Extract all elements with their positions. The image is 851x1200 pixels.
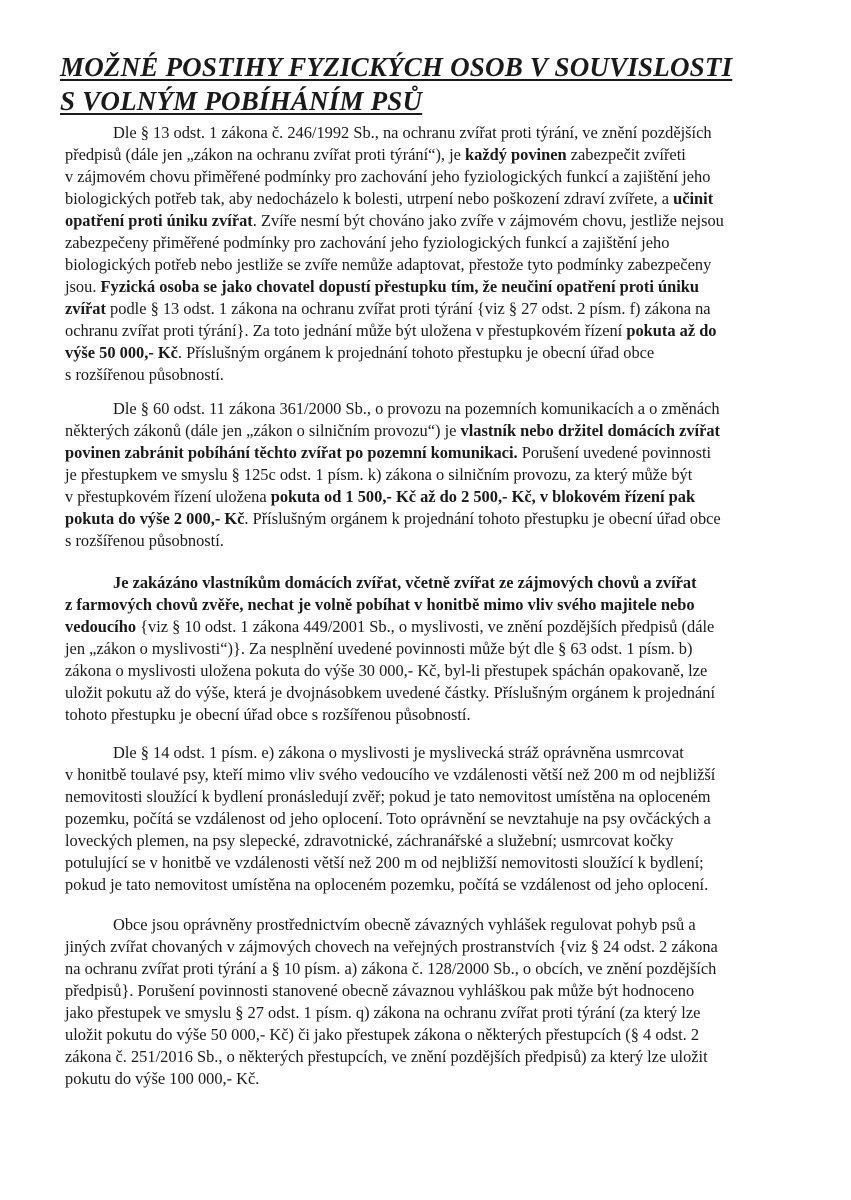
text-line: pokud je tato nemovitost umístěna na oploceném pozemku, počítá se vzdálenost od jeho oplocení. <box>65 875 709 894</box>
text-line: z farmových chovů zvěře, nechat je volně pobíhat v honitbě mimo vliv svého majitele nebo <box>65 595 695 614</box>
text-line: vedoucího {viz § 10 odst. 1 zákona 449/2001 Sb., o myslivosti, ve znění pozdějších předpisů (dále <box>65 617 715 636</box>
paragraph-hunting-ground <box>65 572 795 726</box>
text-line: tohoto přestupku je obecní úřad obce s rozšířenou působností. <box>65 705 471 724</box>
text-line: uložit pokutu až do výše, která je dvojnásobkem uvedené částky. Příslušným orgánem k projednání <box>65 683 716 702</box>
text-line: výše 50 000,- Kč. Příslušným orgánem k projednání tohoto přestupku je obecní úřad obce <box>65 343 655 362</box>
text-line: opatření proti úniku zvířat. Zvíře nesmí být chováno jako zvíře v zájmovém chovu, jestliže nejsou <box>65 211 724 230</box>
text-line: Je zakázáno vlastníkům domácích zvířat, včetně zvířat ze zájmových chovů a zvířat <box>113 573 697 592</box>
text-line: v přestupkovém řízení uložena pokuta od 1 500,- Kč až do 2 500,- Kč, v blokovém řízení pak <box>65 487 696 506</box>
text-line: biologických potřeb nebo jestliže se zvíře nemůže adaptovat, přestože tyto podmínky zabezpečeny <box>65 255 712 274</box>
text-line: jako přestupek ve smyslu § 27 odst. 1 písm. q) zákona na ochranu zvířat proti týrání (za který lze <box>65 1003 701 1022</box>
text-line: uložit pokutu do výše 50 000,- Kč) či jako přestupek zákona o některých přestupcích (§ 4 odst. 2 <box>65 1025 700 1044</box>
text-line: jiných zvířat chovaných v zájmových chovech na veřejných prostranstvích {viz § 24 odst. 2 zákona <box>65 937 718 956</box>
paragraph-road-traffic <box>65 398 795 552</box>
text-line: pokuta do výše 2 000,- Kč. Příslušným orgánem k projednání tohoto přestupku je obecní úřad obce <box>65 509 721 528</box>
text-line: pokutu do výše 100 000,- Kč. <box>65 1069 260 1088</box>
text-line: loveckých plemen, na psy slepecké, zdravotnické, záchranářské a služební; usmrcovat kočky <box>65 831 674 850</box>
title-line-2: S VOLNÝM POBÍHÁNÍM PSŮ <box>60 86 423 116</box>
text-line: s rozšířenou působností. <box>65 365 224 384</box>
text-line: zabezpečeny přiměřené podmínky pro zachování jeho fyziologických funkcí a zajištění jeho <box>65 233 670 252</box>
text-line: předpisů (dále jen „zákon na ochranu zvířat proti týrání“), je každý povinen zabezpečit zvířeti <box>65 145 686 164</box>
text-line: předpisů}. Porušení povinnosti stanovené obecně závaznou vyhláškou pak může být hodnoceno <box>65 981 695 1000</box>
text-line: pozemku, počítá se vzdálenost od jeho oplocení. Toto oprávnění se nevztahuje na psy ovčáckých a <box>65 809 711 828</box>
text-line: v honitbě toulavé psy, kteří mimo vliv svého vedoucího ve vzdálenosti větší než 200 m od nejbližší <box>65 765 716 784</box>
document-title <box>60 50 800 118</box>
text-line: zákona o myslivosti uložena pokuta do výše 30 000,- Kč, byl-li přestupek spáchán opakovaně, lze <box>65 661 708 680</box>
text-line: v zájmovém chovu přiměřené podmínky pro zachování jeho fyziologických funkcí a zajištění jeho <box>65 167 711 186</box>
text-line: zákona č. 251/2016 Sb., o některých přestupcích, ve znění pozdějších předpisů) za který lze uložit <box>65 1047 708 1066</box>
text-line: jsou. Fyzická osoba se jako chovatel dopustí přestupku tím, že neučiní opatření proti úniku <box>65 277 700 296</box>
text-line: biologických potřeb tak, aby nedocházelo k bolesti, utrpení nebo poškození zdraví zvířete, a učinit <box>65 189 714 208</box>
text-line: potulující se v honitbě ve vzdálenosti větší než 200 m od nejbližší nemovitosti sloužící k bydlení; <box>65 853 704 872</box>
text-line: Obce jsou oprávněny prostřednictvím obecně závazných vyhlášek regulovat pohyb psů a <box>113 915 696 934</box>
title-line-1: MOŽNÉ POSTIHY FYZICKÝCH OSOB V SOUVISLOSTI <box>60 52 733 82</box>
text-line: některých zákonů (dále jen „zákon o silničním provozu“) je vlastník nebo držitel domácích zvířat <box>65 421 720 440</box>
text-line: s rozšířenou působností. <box>65 531 224 550</box>
text-line: Dle § 14 odst. 1 písm. e) zákona o myslivosti je myslivecká stráž oprávněna usmrcovat <box>113 743 684 762</box>
text-line: zvířat podle § 13 odst. 1 zákona na ochranu zvířat proti týrání {viz § 27 odst. 2 písm. f) zákona na <box>65 299 711 318</box>
paragraph-municipal-decrees <box>65 914 795 1090</box>
paragraph-animal-protection <box>65 122 795 386</box>
text-line: povinen zabránit pobíhání těchto zvířat po pozemní komunikaci. Porušení uvedené povinnosti <box>65 443 712 462</box>
text-line: na ochranu zvířat proti týrání a § 10 písm. a) zákona č. 128/2000 Sb., o obcích, ve znění pozdějších <box>65 959 717 978</box>
text-line: Dle § 13 odst. 1 zákona č. 246/1992 Sb., na ochranu zvířat proti týrání, ve znění pozdějších <box>113 123 712 142</box>
text-line: nemovitosti sloužící k bydlení pronásledují zvěř; pokud je tato nemovitost umístěna na oploceném <box>65 787 711 806</box>
text-line: jen „zákon o myslivosti“)}. Za nesplnění uvedené povinnosti může být dle § 63 odst. 1 písm. b) <box>65 639 693 658</box>
text-line: je přestupkem ve smyslu § 125c odst. 1 písm. k) zákona o silničním provozu, za který může být <box>65 465 693 484</box>
text-line: ochranu zvířat proti týrání}. Za toto jednání může být uložena v přestupkovém řízení pokuta až do <box>65 321 717 340</box>
text-line: Dle § 60 odst. 11 zákona 361/2000 Sb., o provozu na pozemních komunikacích a o změnách <box>113 399 720 418</box>
paragraph-hunting-guard <box>65 742 795 896</box>
